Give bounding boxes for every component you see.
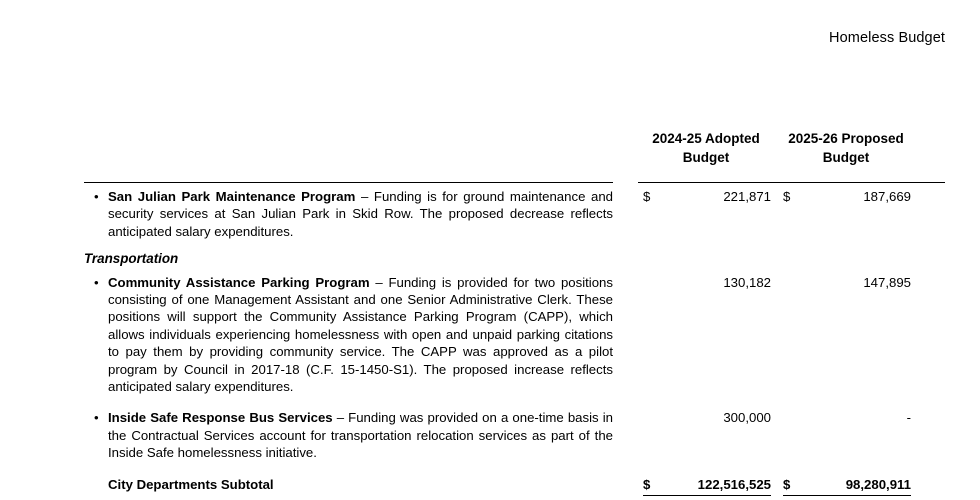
table-row bbox=[0, 250, 980, 267]
table-row bbox=[0, 409, 980, 461]
table-top-rule-left bbox=[84, 182, 613, 183]
table-row bbox=[0, 274, 980, 396]
bullet-icon: • bbox=[94, 410, 99, 426]
list-item bbox=[84, 409, 613, 461]
row-0-currency-1: $ bbox=[643, 189, 651, 204]
table-body bbox=[0, 188, 980, 500]
row-0-amount-2: 187,669 bbox=[863, 189, 911, 204]
running-header: Homeless Budget bbox=[829, 30, 945, 46]
section-heading-transportation: Transportation bbox=[84, 251, 179, 267]
column-header-2025-26-line1: 2025-26 Proposed bbox=[788, 131, 904, 146]
subtotal-row bbox=[0, 476, 980, 500]
column-header-2024-25-line1: 2024-25 Adopted bbox=[652, 131, 760, 146]
column-header-2024-25-line2: Budget bbox=[682, 150, 730, 165]
table-row bbox=[0, 188, 980, 240]
subtotal-column-1 bbox=[643, 476, 771, 496]
subtotal-amount-1: 122,516,525 bbox=[697, 476, 771, 492]
table-column-headers bbox=[84, 129, 945, 175]
bullet-icon: • bbox=[94, 189, 99, 204]
row-0-text: – Funding is for ground maintenance and security services at San Julian Park in Skid Row. The proposed decrease reflects anticipated salary expenditures. bbox=[108, 189, 613, 239]
row-0-amount-1: 221,871 bbox=[723, 189, 771, 204]
row-3-amount-2: - bbox=[906, 410, 911, 426]
row-0-title: San Julian Park Maintenance Program bbox=[108, 189, 356, 204]
subtotal-label: City Departments Subtotal bbox=[108, 476, 274, 492]
subtotal-currency-2: $ bbox=[783, 476, 791, 492]
table-top-rule-right bbox=[638, 182, 945, 183]
row-2-description-cell bbox=[84, 274, 613, 396]
row-0-currency-2: $ bbox=[783, 189, 791, 204]
row-0-description-cell bbox=[84, 188, 613, 240]
row-2-amount-1: 130,182 bbox=[723, 274, 771, 290]
bullet-icon: • bbox=[94, 274, 99, 290]
column-header-2025-26-line2: Budget bbox=[822, 150, 870, 165]
row-2-title: Community Assistance Parking Program bbox=[108, 274, 370, 290]
row-2-amount-2: 147,895 bbox=[863, 274, 911, 290]
row-2-text: – Funding is provided for two positions consisting of one Management Assistant and one Senior Administrative Clerk. These positions will support the Community Assistance Parking Program (CAPP), which allows individuals experiencing homelessness with open and unpaid parking citations to pay them by providing community service. The CAPP was approved as a pilot program by Council in 2017-18 (C.F. 15-1450-S1). The proposed increase reflects anticipated salary expenditures. bbox=[108, 274, 613, 395]
list-item bbox=[84, 188, 613, 240]
row-3-title: Inside Safe Response Bus Services bbox=[108, 410, 333, 426]
row-3-text: – Funding was provided on a one-time basis in the Contractual Services account for transportation relocation services as part of the Inside Safe homelessness initiative. bbox=[108, 410, 613, 461]
list-item bbox=[84, 274, 613, 396]
column-header-2024-25 bbox=[631, 129, 781, 167]
row-3-amount-1: 300,000 bbox=[723, 410, 771, 426]
subtotal-column-2 bbox=[783, 476, 911, 496]
row-3-description-cell bbox=[84, 409, 613, 461]
subtotal-currency-1: $ bbox=[643, 476, 651, 492]
subtotal-amount-2: 98,280,911 bbox=[845, 476, 911, 492]
column-header-2025-26 bbox=[771, 129, 921, 167]
